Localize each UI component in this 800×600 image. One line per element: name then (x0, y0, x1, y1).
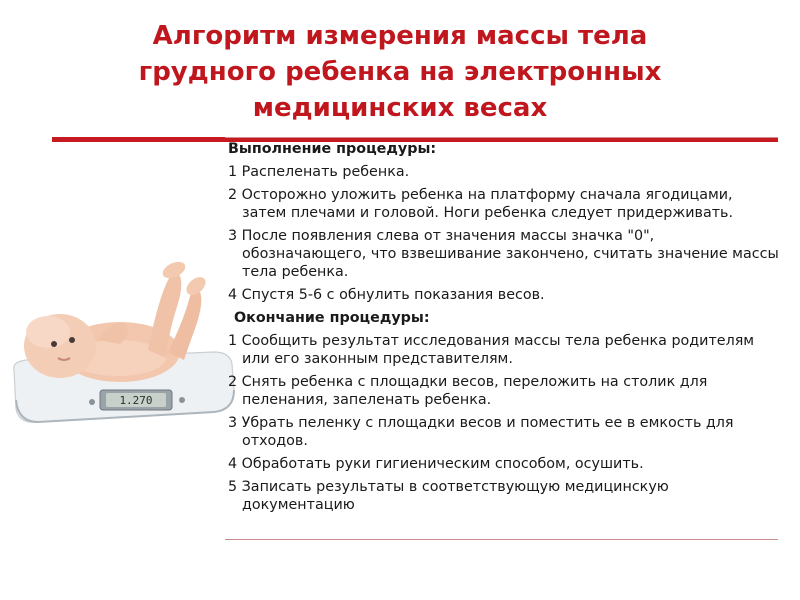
content-top-rule (225, 137, 778, 138)
completion-step: 5 Записать результаты в соответствующую медицинскую документацию (228, 479, 669, 513)
title-line-1: Алгоритм измерения массы тела (152, 21, 648, 51)
procedure-step: 4 Спустя 5-6 с обнулить показания весов. (228, 287, 545, 303)
procedure-step: 2 Осторожно уложить ребенка на платформу сначала ягодицами, затем плечами и головой. Ноги ребенка следует придерживать. (228, 187, 734, 221)
completion-step: 4 Обработать руки гигиеническим способом, осушить. (228, 456, 644, 472)
title-line-3: медицинских весах (252, 93, 548, 123)
procedure-step: 3 После появления слева от значения массы значка "0", обозначающего, что взвешивание закончено, считать значение массы тела ребенка. (228, 228, 779, 280)
title-line-2: грудного ребенка на электронных (138, 57, 662, 87)
scale-readout: 1.270 (119, 394, 153, 407)
content-bottom-rule (225, 539, 778, 540)
completion-step: 3 Убрать пеленку с площадки весов и поместить ее в емкость для отходов. (228, 415, 734, 449)
completion-heading: Окончание процедуры: (234, 310, 430, 326)
completion-step: 1 Сообщить результат исследования массы тела ребенка родителям или его законным представителям. (228, 333, 755, 367)
completion-step: 2 Снять ребенка с площадки весов, переложить на столик для пеленания, запеленать ребенка. (228, 374, 708, 408)
slide-title (20, 18, 780, 126)
baby-on-scale-image (8, 240, 240, 430)
procedure-text (228, 140, 780, 519)
procedure-heading: Выполнение процедуры: (228, 141, 437, 157)
procedure-step: 1 Распеленать ребенка. (228, 164, 410, 180)
